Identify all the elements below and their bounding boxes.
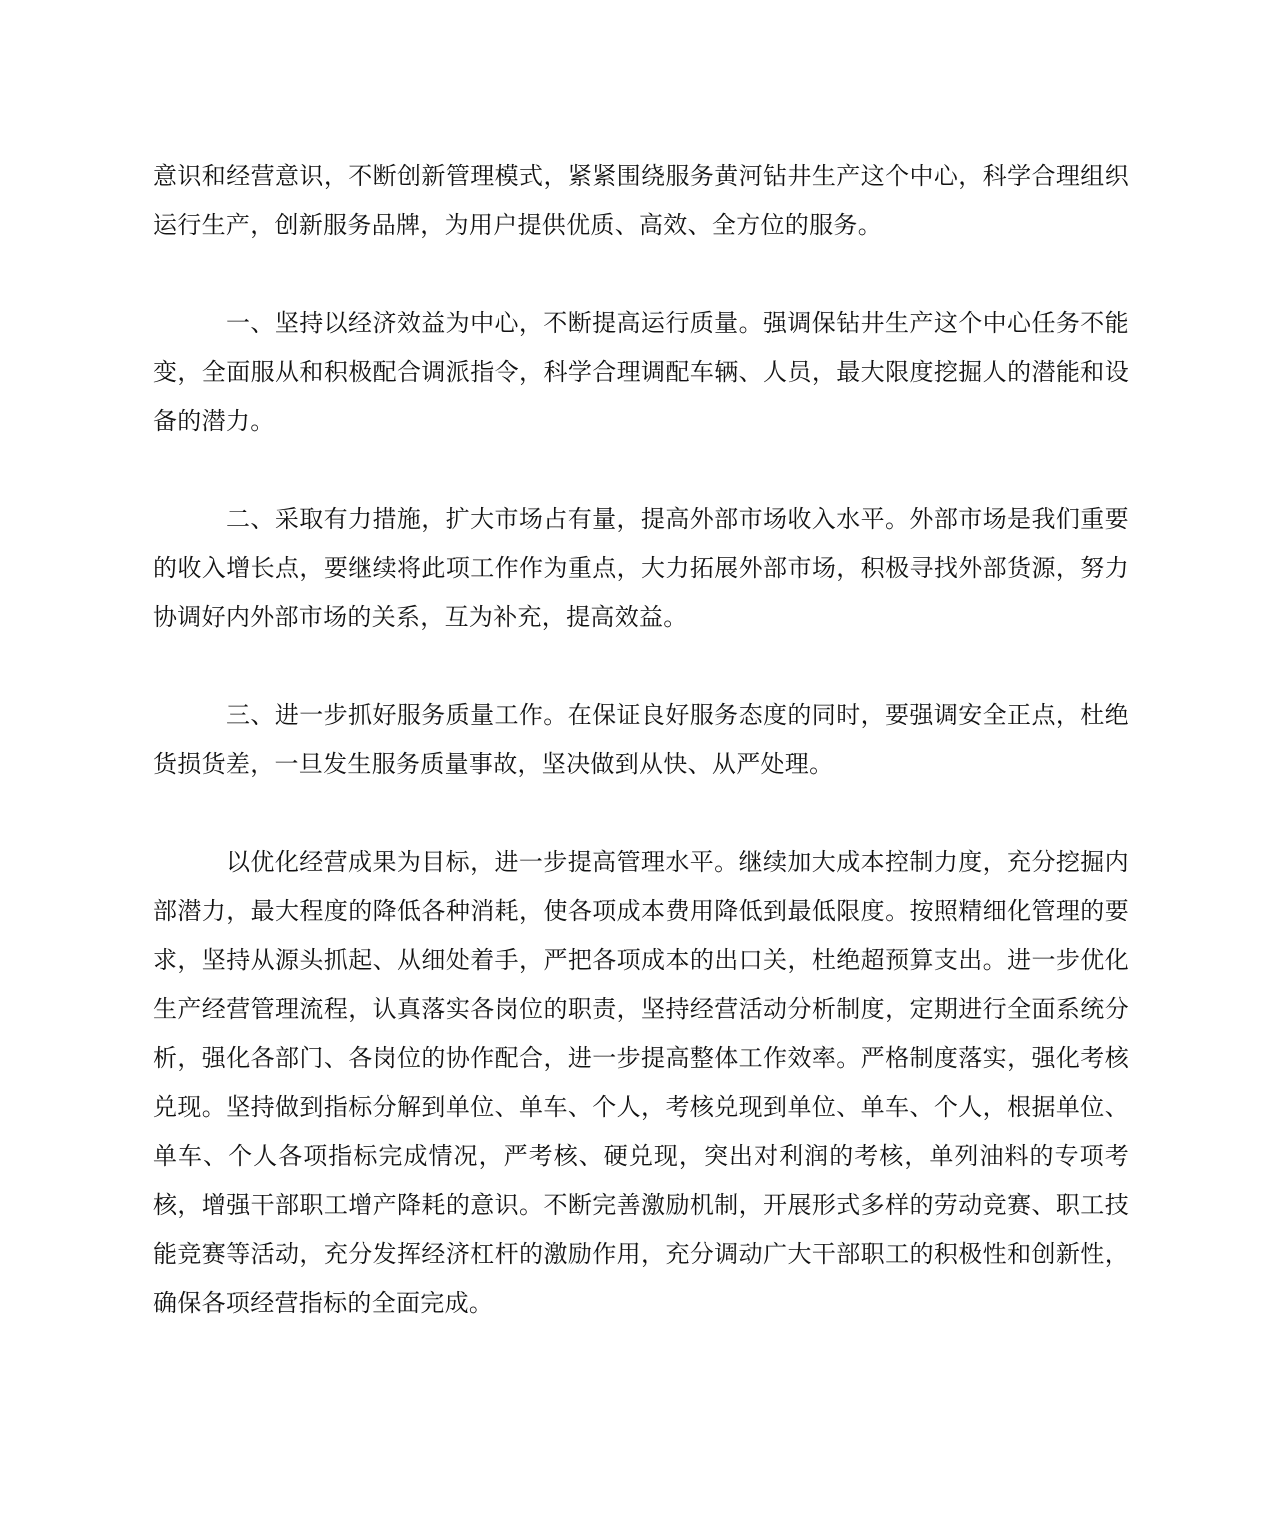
paragraph-point-two: 二、采取有力措施，扩大市场占有量，提高外部市场收入水平。外部市场是我们重要的收入增长点，要继续将此项工作作为重点，大力拓展外部市场，积极寻找外部货源，努力协调好内外部市场的关系，互为补充，提高效益。 bbox=[153, 505, 1129, 631]
paragraph-point-three: 三、进一步抓好服务质量工作。在保证良好服务态度的同时，要强调安全正点，杜绝货损货差，一旦发生服务质量事故，坚决做到从快、从严处理。 bbox=[153, 701, 1129, 778]
paragraph-management: 以优化经营成果为目标，进一步提高管理水平。继续加大成本控制力度，充分挖掘内部潜力，最大程度的降低各种消耗，使各项成本费用降低到最低限度。按照精细化管理的要求，坚持从源头抓起、从细处着手，严把各项成本的出口关，杜绝超预算支出。进一步优化生产经营管理流程，认真落实各岗位的职责，坚持经营活动分析制度，定期进行全面系统分析，强化各部门、各岗位的协作配合，进一步提高整体工作效率。严格制度落实，强化考核兑现。坚持做到指标分解到单位、单车、个人，考核兑现到单位、单车、个人，根据单位、单车、个人各项指标完成情况，严考核、硬兑现，突出对利润的考核，单列油料的专项考核，增强干部职工增产降耗的意识。不断完善激励机制，开展形式多样的劳动竞赛、职工技能竞赛等活动，充分发挥经济杠杆的激励作用，充分调动广大干部职工的积极性和创新性，确保各项经营指标的全面完成。 bbox=[153, 848, 1129, 1317]
paragraph-point-one: 一、坚持以经济效益为中心，不断提高运行质量。强调保钻井生产这个中心任务不能变，全面服从和积极配合调派指令，科学合理调配车辆、人员，最大限度挖掘人的潜能和设备的潜力。 bbox=[153, 309, 1129, 435]
document-body bbox=[153, 152, 1129, 1328]
paragraph-continuation: 意识和经营意识，不断创新管理模式，紧紧围绕服务黄河钻井生产这个中心，科学合理组织运行生产，创新服务品牌，为用户提供优质、高效、全方位的服务。 bbox=[153, 162, 1129, 239]
